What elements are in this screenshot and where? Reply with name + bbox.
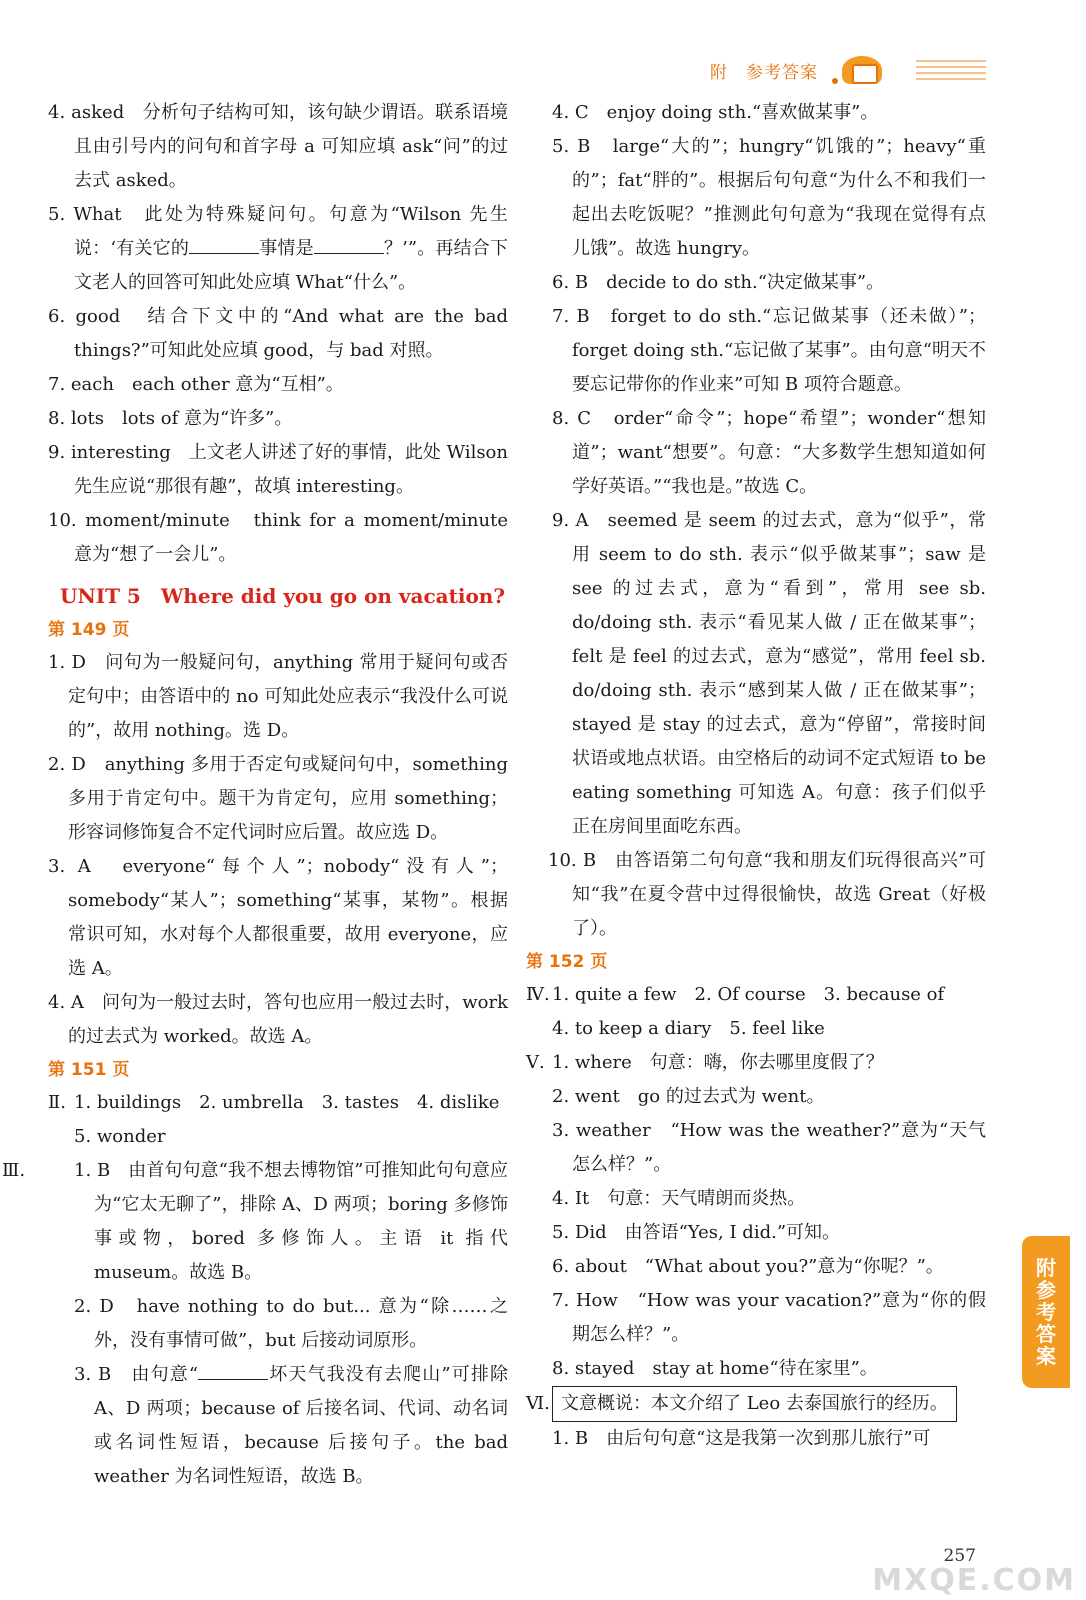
page-ref: 第 149 页 xyxy=(48,620,130,640)
left-column xyxy=(2,96,508,1494)
answer-item: 7. How “How was your vacation?”意为“你的假期怎么样？”。 xyxy=(552,1290,986,1345)
section-iv: Ⅳ. 1. quite a few 2. Of course 3. because of xyxy=(526,978,986,1012)
blank-line xyxy=(189,235,259,254)
answer-item: 9. interesting 上文老人讲述了好的事情，此处 Wilson 先生应说“那很有趣”，故填 interesting。 xyxy=(48,442,508,497)
answer-item: 1. D 问句为一般疑问句，anything 常用于疑问句或否定句中；由答语中的 no 可知此处应表示“我没什么可说的”，故用 nothing。选 D。 xyxy=(48,652,508,741)
answer-item: 8. stayed stay at home“待在家里”。 xyxy=(552,1358,878,1379)
summary-box: 文意概说：本文介绍了 Leo 去泰国旅行的经历。 xyxy=(552,1386,957,1422)
answer-item: 3. A everyone“每个人”；nobody“没有人”；somebody“某人”；something“某事，某物”。根据常识可知，水对每个人都很重要，故用 everyone，应选 A。 xyxy=(48,856,508,979)
answer-item: 8. C order“命令”；hope“希望”；wonder“想知道”；want“想要”。句意：“大多数学生想知道如何学好英语。”“我也是。”故选 C。 xyxy=(552,408,986,497)
section-v: Ⅴ. 1. where 句意：嗨，你去哪里度假了？ xyxy=(526,1046,986,1080)
answer-item: 6. about “What about you?”意为“你呢？”。 xyxy=(552,1256,944,1277)
watermark: MXQE.COM xyxy=(872,1563,1076,1598)
right-column xyxy=(526,96,986,1456)
page-ref: 第 152 页 xyxy=(526,952,608,972)
roman-label: Ⅵ. xyxy=(526,1393,550,1414)
answer-item: 1. B 由后句句意“这是我第一次到那儿旅行”可 xyxy=(552,1428,931,1449)
section-vi xyxy=(526,1386,986,1422)
page-header xyxy=(710,50,986,90)
book-logo-icon xyxy=(832,50,902,90)
section-iii: Ⅲ. 1. B 由首句句意“我不想去博物馆”可推知此句句意应为“它太无聊了”，排除 A、D 两项；boring 多修饰事或物，bored 多修饰人。主语 it 指代 museum。故选 B。 xyxy=(48,1154,508,1290)
answer-item: 4. C enjoy doing sth.“喜欢做某事”。 xyxy=(552,102,879,123)
answer-item: 5. B large“大的”；hungry“饥饿的”；heavy“重的”；fat“胖的”。根据后句句意“为什么不和我们一起出去吃饭呢？”推测此句句意为“我现在觉得有点儿饿”。故选 hungry。 xyxy=(552,136,986,259)
section-ii: Ⅱ. 1. buildings 2. umbrella 3. tastes 4. dislike xyxy=(48,1086,508,1120)
roman-label: Ⅴ. xyxy=(526,1052,545,1073)
answer-item: 2. D anything 多用于否定句或疑问句中，something 多用于肯定句中。题干为肯定句，应用 something；形容词修饰复合不定代词时应后置。故应选 D。 xyxy=(48,754,508,843)
section-ii-cont: 5. wonder xyxy=(74,1126,166,1147)
answer-item: 7. each each other 意为“互相”。 xyxy=(48,374,344,395)
section-iv-cont: 4. to keep a diary 5. feel like xyxy=(552,1018,825,1039)
answer-item: 6. good 结合下文中的“And what are the bad things?”可知此处应填 good，与 bad 对照。 xyxy=(48,306,508,361)
header-title: 附 参考答案 xyxy=(710,62,818,83)
page-number: 257 xyxy=(943,1546,976,1566)
roman-label: Ⅱ. xyxy=(48,1092,66,1113)
answer-item: 2. went go 的过去式为 went。 xyxy=(552,1086,825,1107)
answer-item: 5. Did 由答语“Yes, I did.”可知。 xyxy=(552,1222,841,1243)
answer-item: 9. A seemed 是 seem 的过去式，意为“似乎”，常用 seem to do sth. 表示“似乎做某事”；saw 是 see 的过去式，意为“看到”，常用 see sb. do/doing sth. 表示“看见某人做 / 正在做某事”；felt 是 feel 的过去式，意为“感觉”，常用 feel sb. do/doing sth. 表示“感到某人做 / 正在做某事”；stayed 是 stay 的过去式，意为“停留”，常接时间状语或地点状语。由空格后的动词不定式短语 to be eating something 可知选 A。句意：孩子们似乎正在房间里面吃东西。 xyxy=(552,510,986,837)
answer-item: 4. It 句意：天气晴朗而炎热。 xyxy=(552,1188,806,1209)
answer-item: 8. lots lots of 意为“许多”。 xyxy=(48,408,293,429)
answer-item: 7. B forget to do sth.“忘记做某事（还未做）”；forget doing sth.“忘记做了某事”。由句意“明天不要忘记带你的作业来”可知 B 项符合题意。 xyxy=(552,306,986,395)
side-tab: 附 参 考 答 案 xyxy=(1022,1236,1070,1388)
answer-item: 10. moment/minute think for a moment/minute 意为“想了一会儿”。 xyxy=(48,510,508,565)
page-ref: 第 151 页 xyxy=(48,1060,130,1080)
answer-item: 3. B 由句意“ 坏天气我没有去爬山”可排除 A、D 两项；because of 后接名词、代词、动名词或名词性短语，because 后接句子。the bad weather 为名词性短语，故选 B。 xyxy=(48,1358,508,1494)
answer-item: 4. A 问句为一般过去时，答句也应用一般过去时，work 的过去式为 worked。故选 A。 xyxy=(48,992,508,1047)
answer-item: 5. What 此处为特殊疑问句。句意为“Wilson 先生说：‘有关它的 事情是 ？’”。再结合下文老人的回答可知此处应填 What“什么”。 xyxy=(48,204,508,293)
answer-item: 6. B decide to do sth.“决定做某事”。 xyxy=(552,272,885,293)
answer-item: 2. D have nothing to do but... 意为“除……之外，没有事情可做”，but 后接动词原形。 xyxy=(74,1296,508,1351)
blank-line xyxy=(314,235,384,254)
answer-item: 3. weather “How was the weather?”意为“天气怎么样？”。 xyxy=(552,1120,986,1175)
answer-item: 10. B 由答语第二句句意“我和朋友们玩得很高兴”可知“我”在夏令营中过得很愉快，故选 Great（好极了）。 xyxy=(548,850,986,939)
roman-label: Ⅲ. xyxy=(2,1160,26,1181)
roman-label: Ⅳ. xyxy=(526,984,550,1005)
unit-title: UNIT 5 Where did you go on vacation? xyxy=(60,584,506,608)
blank-line xyxy=(198,1361,268,1380)
header-stripes xyxy=(916,60,986,80)
answer-item: 4. asked 分析句子结构可知，该句缺少谓语。联系语境且由引号内的问句和首字母 a 可知应填 ask“问”的过去式 asked。 xyxy=(48,102,508,191)
